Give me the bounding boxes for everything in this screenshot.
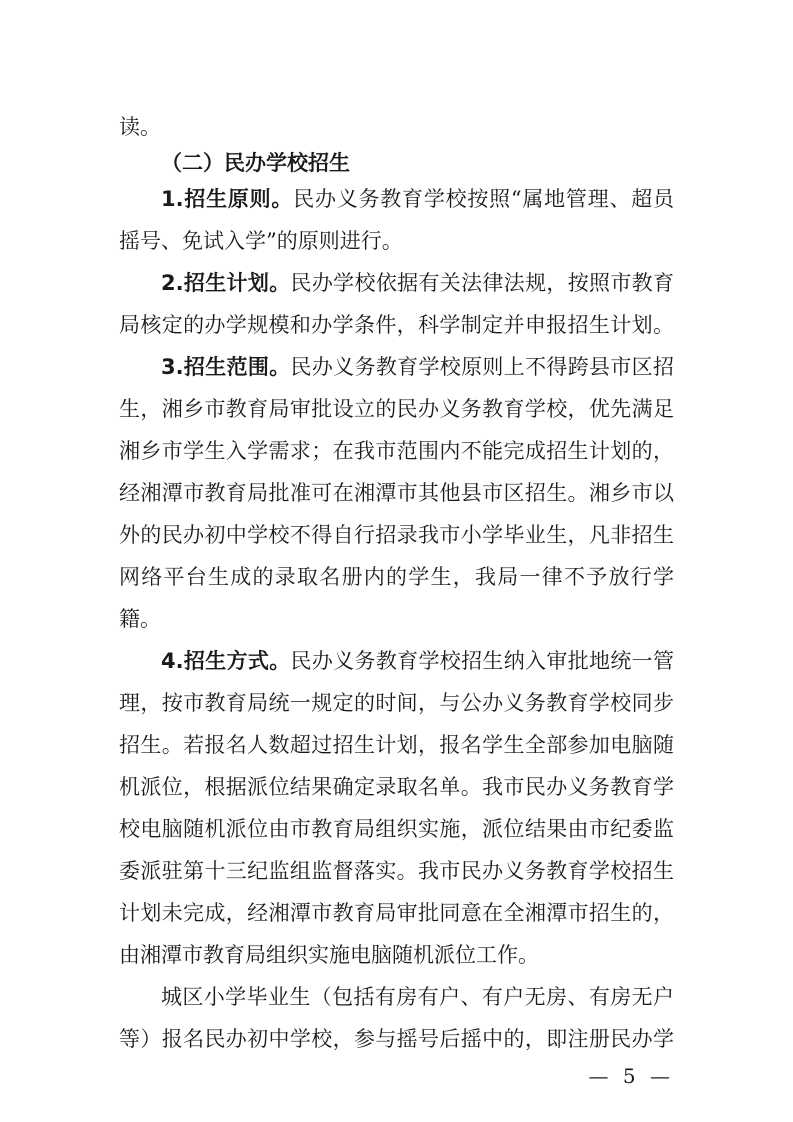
paragraph-line: 籍。 <box>119 607 161 631</box>
paragraph-line: 理，按市教育局统一规定的时间，与公办义务教育学校同步 <box>119 691 674 715</box>
section-heading <box>161 148 674 178</box>
paragraph-line <box>161 646 674 676</box>
item-text: 民办义务教育学校招生纳入审批地统一管 <box>290 649 675 673</box>
paragraph-line: 湘乡市学生入学需求；在我市范围内不能完成招生计划的， <box>119 439 674 463</box>
paragraph-line: 机派位，根据派位结果确定录取名单。我市民办义务教育学 <box>119 775 674 799</box>
paragraph-line: 计划未完成，经湘潭市教育局审批同意在全湘潭市招生的， <box>119 901 674 925</box>
item-text: 民办义务教育学校原则上不得跨县市区招 <box>290 355 675 379</box>
paragraph-line <box>161 184 674 214</box>
paragraph-line: 摇号、免试入学”的原则进行。 <box>119 229 403 253</box>
item-text: 民办学校依据有关法律法规，按照市教育 <box>290 271 675 295</box>
section-heading-text: （二）民办学校招生 <box>161 151 350 175</box>
item-heading: 2.招生计划。 <box>161 271 291 295</box>
item-heading: 3.招生范围。 <box>161 355 291 379</box>
paragraph-line: 招生。若报名人数超过招生计划，报名学生全部参加电脑随 <box>119 733 674 757</box>
paragraph-line <box>161 268 674 298</box>
paragraph-line: 委派驻第十三纪监组监督落实。我市民办义务教育学校招生 <box>119 859 674 883</box>
page-number: — 5 — <box>588 1064 674 1088</box>
paragraph-line: 等）报名民办初中学校，参与摇号后摇中的，即注册民办学 <box>119 1027 674 1051</box>
item-heading: 4.招生方式。 <box>161 649 291 673</box>
paragraph-line: 局核定的办学规模和办学条件，科学制定并申报招生计划。 <box>119 313 674 337</box>
paragraph-line: 校电脑随机派位由市教育局组织实施，派位结果由市纪委监 <box>119 817 674 841</box>
paragraph-line: 网络平台生成的录取名册内的学生，我局一律不予放行学 <box>119 565 674 589</box>
paragraph-line: 外的民办初中学校不得自行招录我市小学毕业生，凡非招生 <box>119 523 674 547</box>
paragraph-line: 由湘潭市教育局组织实施电脑随机派位工作。 <box>119 943 539 967</box>
paragraph-line: 城区小学毕业生（包括有房有户、有户无房、有房无户 <box>161 985 674 1009</box>
paragraph-line: 读。 <box>119 115 161 139</box>
paragraph-line <box>161 352 674 382</box>
paragraph-line: 生，湘乡市教育局审批设立的民办义务教育学校，优先满足 <box>119 397 674 421</box>
item-text: 民办义务教育学校按照“属地管理、超员 <box>293 187 674 211</box>
paragraph-line: 经湘潭市教育局批准可在湘潭市其他县市区招生。湘乡市以 <box>119 481 674 505</box>
item-heading: 1.招生原则。 <box>161 187 294 211</box>
